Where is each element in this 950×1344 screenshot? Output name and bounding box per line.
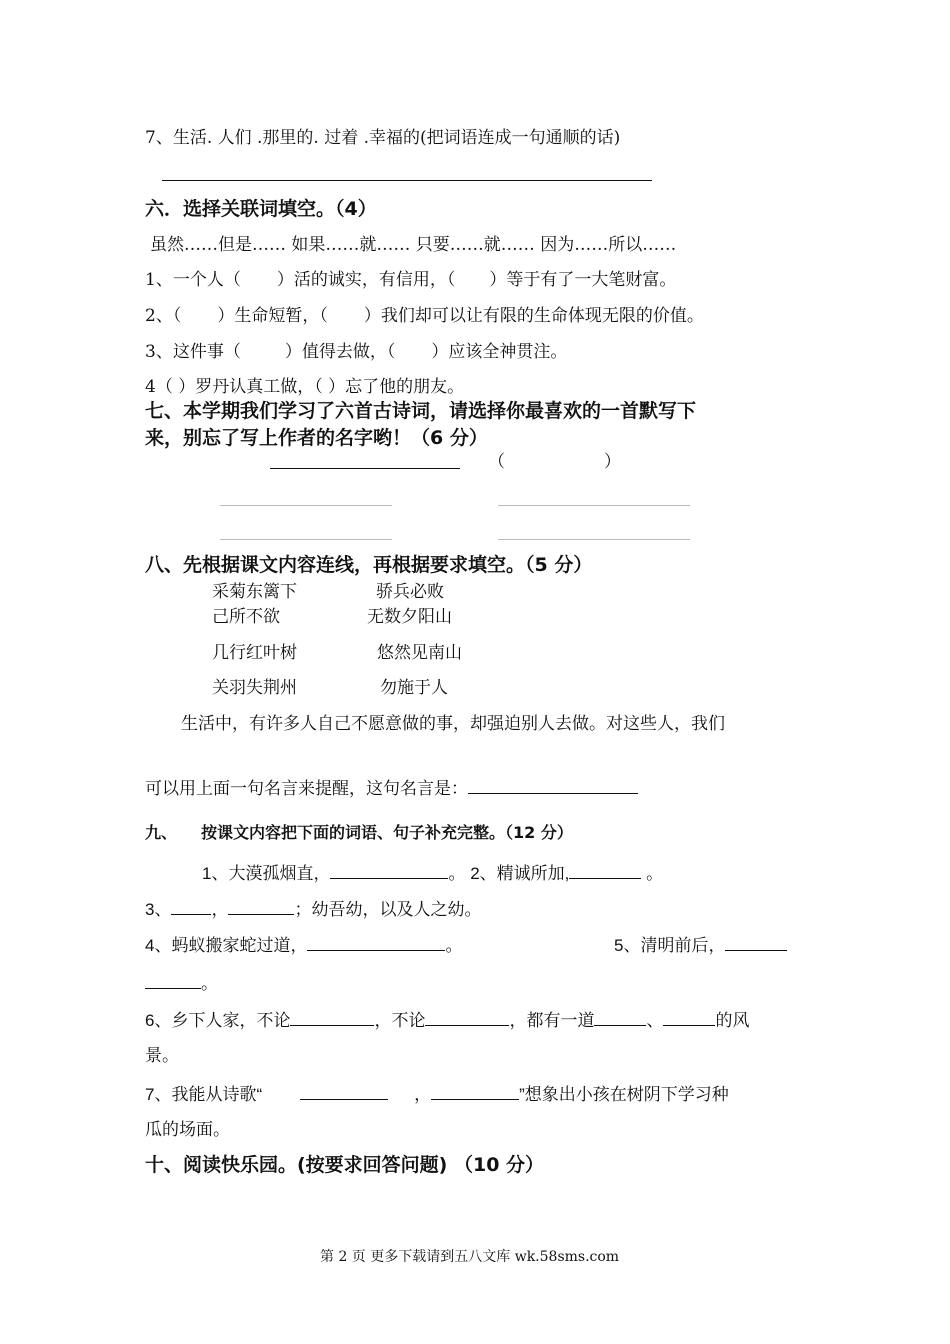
s9-line7 (145, 1081, 729, 1107)
s9-l1-c: 。 (641, 864, 664, 883)
s6-question2 (145, 304, 704, 328)
q2-part-c: ）我们却可以让有限的生命体现无限的价值。 (363, 306, 704, 326)
s6-question4: 4（ ）罗丹认真工做，（ ）忘了他的朋友。 (145, 377, 465, 397)
poem-title-line (270, 468, 460, 469)
author-paren-open: （ (488, 452, 505, 472)
s6-question1 (145, 268, 676, 292)
s9-l3-b: 。 (445, 936, 463, 955)
s9-line8: 瓜的场面。 (145, 1120, 230, 1139)
fill-blank[interactable] (594, 1007, 646, 1026)
s9-l1-b: 。 2、精诚所加, (448, 864, 570, 883)
s9-line5 (145, 1007, 749, 1033)
s9-line3-left (145, 932, 462, 958)
fill-blank[interactable] (145, 970, 201, 989)
s9-l2-a: 3、 (145, 900, 172, 919)
poem-line-4 (498, 539, 690, 540)
fill-blank[interactable] (171, 896, 211, 915)
author-paren-close: ） (604, 452, 621, 472)
s9-l7-a: 7、我能从诗歌“ (145, 1085, 263, 1104)
fill-blank[interactable] (725, 932, 787, 951)
s9-l1-a: 1、大漠孤烟直， (202, 864, 331, 883)
s9-line1 (202, 860, 663, 886)
section9-title: 按课文内容把下面的词语、句子补充完整。（12 分） (201, 823, 573, 842)
section10-title: 十、阅读快乐园。(按要求回答问题) （10 分） (145, 1154, 545, 1176)
fill-blank[interactable] (330, 860, 448, 879)
match-left-2: 己所不欲 (212, 607, 280, 627)
s8-paragraph-line1: 生活中，有许多人自己不愿意做的事，却强迫别人去做。对这些人，我们 (181, 714, 725, 734)
s9-line6: 景。 (145, 1046, 179, 1065)
q5-item7: 7、生活. 人们 .那里的. 过着 .幸福的(把词语连成一句通顺的话) (145, 128, 621, 148)
q3-part-b: ）值得去做，（ (284, 342, 396, 362)
q2-part-a: 2、（ (145, 306, 182, 326)
s9-line3-right (614, 932, 787, 958)
proverb-blank[interactable] (468, 775, 638, 794)
section9-number: 九、 (145, 823, 178, 842)
s9-l5-a: 6、乡下人家，不论 (145, 1011, 291, 1030)
section7-title-line2: 来，别忘了写上作者的名字哟！（6 分） (145, 427, 488, 449)
poem-line-2 (498, 505, 690, 506)
q1-part-c: ）等于有了一大笔财富。 (489, 270, 677, 290)
q3-part-a: 3、这件事（ (145, 342, 241, 362)
conjunction-options: 虽然……但是…… 如果……就…… 只要……就…… 因为……所以…… (150, 235, 677, 255)
q1-part-b: ）活的诚实，有信用，（ (276, 270, 456, 290)
section6-title: 六．选择关联词填空。（4） (145, 198, 377, 220)
s9-l3-a: 4、蚂蚁搬家蛇过道， (145, 936, 308, 955)
fill-blank[interactable] (431, 1081, 519, 1100)
q1-part-a: 1、一个人（ (145, 270, 241, 290)
s9-l5-b: ，不论 (374, 1011, 426, 1030)
match-left-3: 几行红叶树 (212, 643, 297, 663)
page-footer: 第 2 页 更多下载请到五八文库 wk.58sms.com (320, 1249, 620, 1265)
fill-blank[interactable] (300, 1081, 388, 1100)
s9-l4-a: 。 (201, 974, 218, 993)
match-left-1: 采菊东篱下 (212, 582, 297, 602)
s9-line4 (145, 970, 218, 996)
s8-paragraph-line2 (145, 775, 638, 801)
fill-blank[interactable] (228, 896, 294, 915)
s9-l5-d: 、 (646, 1011, 664, 1030)
answer-line (162, 180, 652, 181)
section7-title-line1: 七、本学期我们学习了六首古诗词，请选择你最喜欢的一首默写下 (145, 400, 697, 422)
poem-line-1 (220, 505, 392, 506)
section8-title: 八、先根据课文内容连线，再根据要求填空。（5 分） (145, 554, 593, 576)
q2-part-b: ）生命短暂，（ (217, 306, 328, 326)
fill-blank[interactable] (663, 1007, 715, 1026)
s9-l5-e: 的风 (715, 1011, 750, 1030)
poem-line-3 (220, 539, 392, 540)
s8-para2-text: 可以用上面一句名言来提醒，这句名言是： (145, 779, 468, 799)
s9-l7-c: ”想象出小孩在树阴下学习种 (519, 1085, 729, 1104)
match-left-4: 关羽失荆州 (212, 678, 297, 698)
s9-line2 (145, 896, 481, 922)
match-right-4: 勿施于人 (380, 678, 448, 698)
fill-blank[interactable] (425, 1007, 509, 1026)
s6-question3 (145, 340, 567, 364)
q3-part-c: ）应该全神贯注。 (431, 342, 568, 362)
match-right-3: 悠然见南山 (377, 643, 462, 663)
fill-blank[interactable] (290, 1007, 374, 1026)
match-right-1: 骄兵必败 (376, 582, 444, 602)
s9-l2-b: ， (211, 900, 229, 919)
s9-l2-c: ；幼吾幼，以及人之幼。 (294, 900, 482, 919)
s9-l5-c: ，都有一道 (509, 1011, 595, 1030)
s9-l7-b: ， (414, 1085, 432, 1104)
fill-blank[interactable] (307, 932, 445, 951)
match-right-2: 无数夕阳山 (367, 607, 452, 627)
s9-l3-c: 5、清明前后， (614, 936, 726, 955)
fill-blank[interactable] (569, 860, 641, 879)
